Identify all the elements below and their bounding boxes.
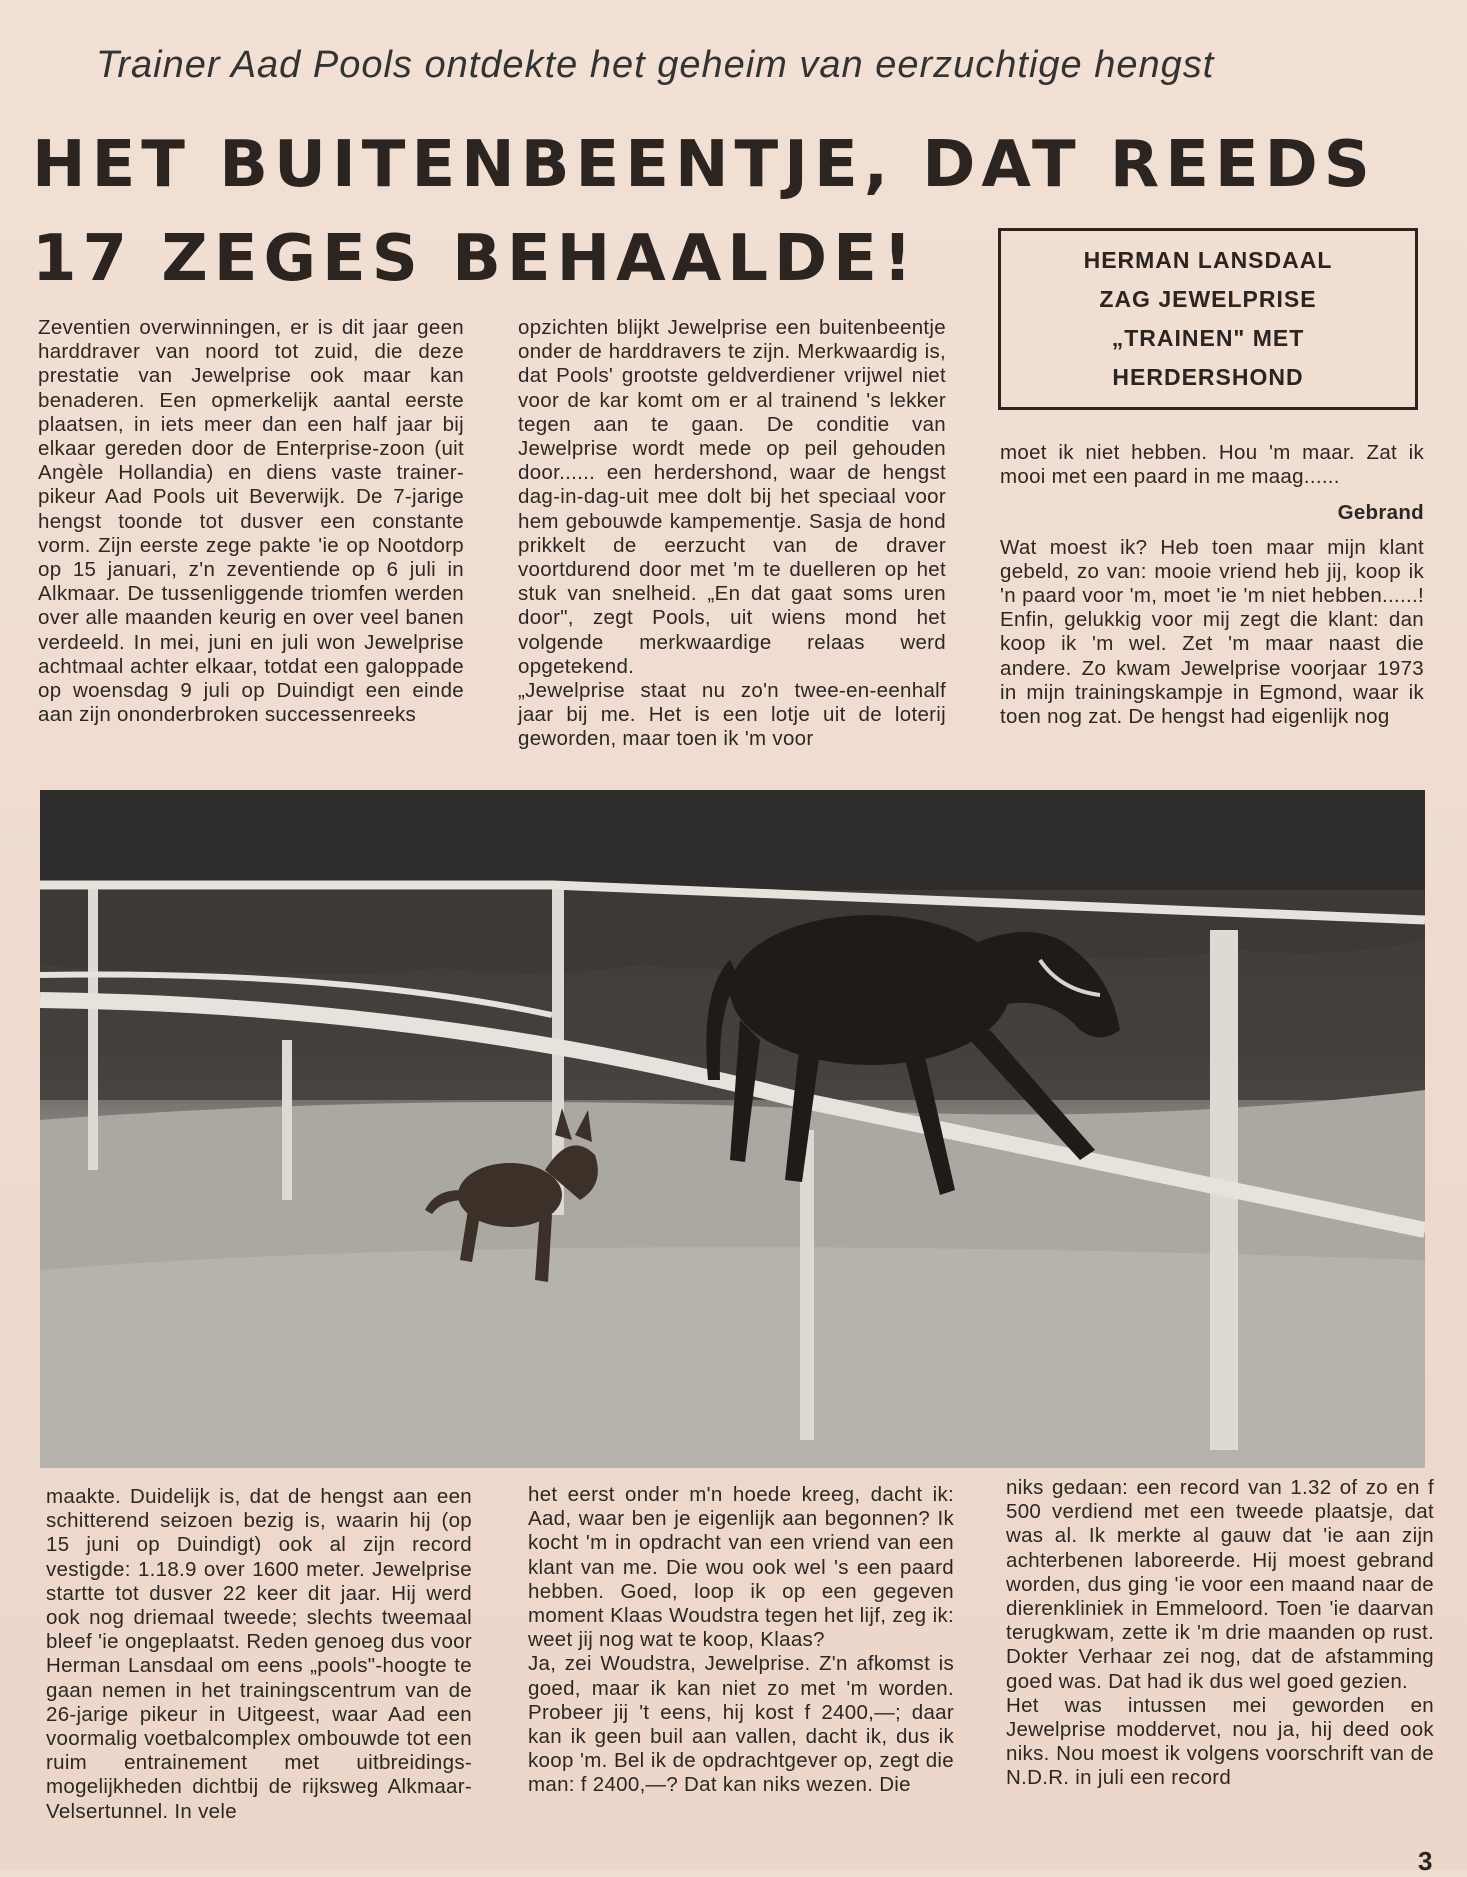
bottom-column-3 [1006,1476,1434,1791]
top-column-1 [38,316,464,727]
paragraph: „Jewelprise staat nu zo'n twee-en-eenhalf jaar bij me. Het is een lotje uit de loterij geworden, maar toen ik 'm voor [518,679,946,751]
top-column-3 [1000,441,1424,729]
headline-line-1: HET BUITENBEENTJE, DAT REEDS [32,128,1376,202]
article-kicker: Trainer Aad Pools ontdekte het geheim van eerzuchtige hengst [96,44,1215,86]
paragraph: Ja, zei Woudstra, Jewelprise. Z'n afkomst is goed, maar ik kan niet zo met 'm worden. Probeer jij 't eens, hij kost f 2400,—; daar kan ik geen buil aan vallen, dacht ik, dus ik koop 'm. Bel ik de opdrachtgever op, zegt die man: f 2400,—? Dat kan niks wezen. Die [528,1652,954,1797]
paragraph: moet ik niet hebben. Hou 'm maar. Zat ik mooi met een paard in me maag...... [1000,441,1424,489]
bottom-column-1 [46,1485,472,1824]
byline-line-3: „TRAINEN" MET [1111,325,1305,351]
paragraph: niks gedaan: een record van 1.32 of zo en f 500 verdiend met een tweede plaatsje, dat was al. Ik merkte al gauw dat 'ie aan zijn achterbenen laboreerde. Hij moest gebrand worden, dus ging 'ie voor een maand naar de dierenkliniek in Emmeloord. Toen 'ie daarvan terugkwam, zette ik 'm drie maanden op rust. Dokter Verhaar zei nog, dat de afstamming goed was. Dat had ik dus wel goed gezien. [1006,1476,1434,1693]
subheading: Gebrand [1337,501,1424,525]
page-number: 3 [1418,1846,1433,1876]
byline-line-1: HERMAN LANSDAAL [1083,247,1333,273]
paragraph: Zeventien overwinningen, er is dit jaar geen harddraver van noord tot zuid, die deze prestatie van Jewelprise ook maar kan benaderen. Een opmerkelijk aantal eerste plaatsen, in iets meer dan een half jaar bij elkaar gereden door de Enterprise-zoon (uit Angèle Hollandia) en diens vaste trainer-pikeur Aad Pools uit Beverwijk. De 7-jarige hengst toonde tot dusver een constante vorm. Zijn eerste zege pakte 'ie op Nootdorp op 15 januari, z'n zeventiende op 6 juli in Alkmaar. De tussenliggende triomfen werden over alle maanden keurig en over veel banen verdeeld. In mei, juni en juli won Jewelprise achtmaal achter elkaar, totdat een galoppade op woensdag 9 juli op Duindigt een einde aan zijn ononderbroken successenreeks [38,316,464,727]
paragraph: Wat moest ik? Heb toen maar mijn klant gebeld, zo van: mooie vriend heb jij, koop ik 'n paard voor 'm, moet 'ie 'm niet hebben......! Enfin, gelukkig voor mij zegt die klant: dan koop ik 'm wel. Zet 'm maar naast die andere. Zo kwam Jewelprise voorjaar 1973 in mijn trainingskampje in Egmond, waar ik toen nog zat. De hengst had eigenlijk nog [1000,535,1424,729]
paragraph: Het was intussen mei geworden en Jewelprise moddervet, nou ja, hij deed ook niks. Nou moest ik volgens voorschrift van de N.D.R. in juli een record [1006,1693,1434,1790]
byline-line-2: ZAG JEWELPRISE [1099,286,1317,312]
byline-box [998,228,1418,410]
bottom-column-2 [528,1483,954,1798]
paragraph: maakte. Duidelijk is, dat de hengst aan een schitterend seizoen bezig is, waarin hij (op 15 juni op Duindigt) ook al zijn record vestigde: 1.18.9 over 1600 meter. Jewelprise startte tot dusver 22 keer dit jaar. Hij werd ook nog driemaal tweede; slechts tweemaal bleef 'ie ongeplaatst. Reden genoeg dus voor Herman Lansdaal om eens „pools"-hoogte te gaan nemen in het trainingscentrum van de 26-jarige pikeur in Uitgeest, waar Aad een voormalig voetbalcomplex ombouwde tot een ruim entrainement met uitbreidings-mogelijkheden dichtbij de rijksweg Alkmaar-Velsertunnel. In vele [46,1485,472,1823]
photo-illustration [40,790,1425,1468]
paragraph: het eerst onder m'n hoede kreeg, dacht ik: Aad, waar ben je eigenlijk aan begonnen? Ik kocht 'm in opdracht van een vriend van een klant van me. Die wou ook wel 's een paard hebben. Goed, loop ik op een gegeven moment Klaas Woudstra tegen het lijf, zeg ik: weet jij nog wat te koop, Klaas? [528,1483,954,1652]
paragraph: opzichten blijkt Jewelprise een buitenbeentje onder de harddravers te zijn. Merkwaardig is, dat Pools' grootste geldverdiener vrijwel niet voor de kar komt om er al trainend 's lekker tegen aan te gaan. De conditie van Jewelprise wordt mede op peil gehouden door...... een herdershond, waar de hengst dag-in-dag-uit mee dolt bij het speciaal voor hem gebouwde kampementje. Sasja de hond prikkelt de eerzucht van de draver voortdurend door met 'm te duelleren op het stuk van snelheid. „En dat gaat soms uren door", zegt Pools, uit wiens mond het volgende merkwaardige relaas werd opgetekend. [518,316,946,678]
top-column-2 [518,316,946,752]
byline-line-4: HERDERSHOND [1112,364,1304,390]
headline-line-2: 17 ZEGES BEHAALDE! [32,222,919,296]
article-photo [40,790,1425,1468]
